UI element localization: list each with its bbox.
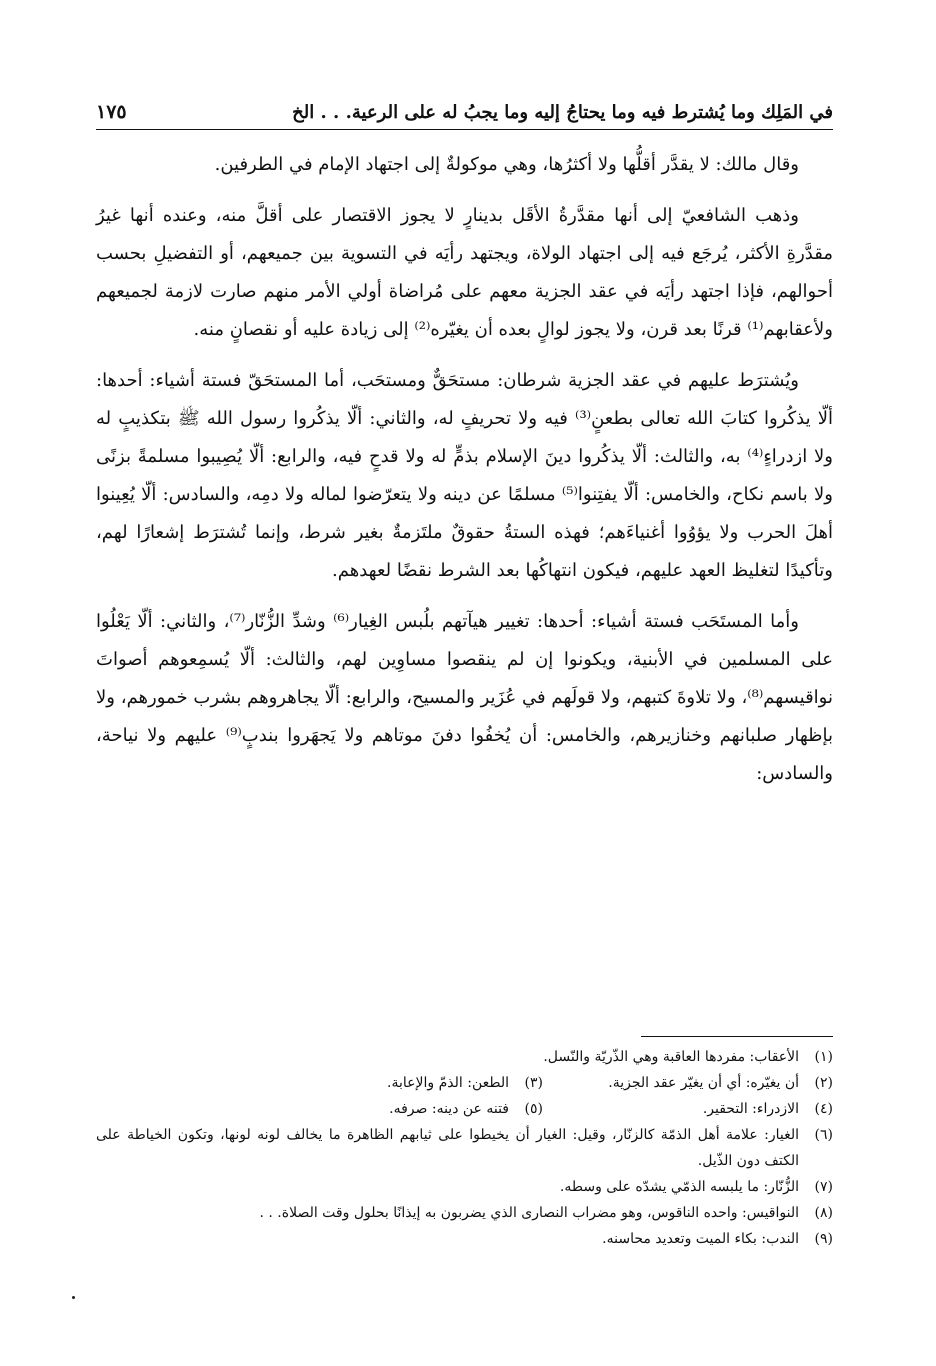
page-number: ١٧٥: [96, 101, 127, 123]
footnote-text: الندب: بكاء الميت وتعديد محاسنه.: [602, 1231, 799, 1247]
chapter-title: في المَلِك وما يُشترط فيه وما يحتاجُ إليه وما يجبُ له على الرعية. . . الخ: [292, 102, 833, 123]
footnote-number: (٣): [524, 1075, 543, 1091]
footnote-text: فتنه عن دينه: صرفه.: [389, 1101, 509, 1117]
footnote-2: [543, 1070, 833, 1096]
footnote-text: النواقيس: واحده الناقوس، وهو مضراب النصارى الذي يضربون به إيذانًا بحلول وقت الصلاة. . .: [259, 1205, 799, 1221]
footnote-text: أن يغيّره: أي أن يغيّر عقد الجزية.: [608, 1075, 799, 1091]
footnote-pair-2-3: [96, 1070, 833, 1096]
paragraph-3: ويُشترَط عليهم في عقد الجزية شرطان: مستحَقٌّ ومستحَب، أما المستحَقّ فستة أشياء: أحدها: ألّا يذكُروا كتابَ الله تعالى بطعنٍ⁽³⁾ فيه ولا تحريفٍ له، والثاني: ألّا يذكُروا رسول الله ﷺ بتكذيبٍ له ولا ازدراءٍ⁽⁴⁾ به، والثالث: ألّا يذكُروا دينَ الإسلام بذمٍّ له ولا قدحٍ فيه، والرابع: ألّا يُصِيبوا مسلمةً بزنًى ولا باسم نكاح، والخامس: ألّا يفتِنوا⁽⁵⁾ مسلمًا عن دينه ولا يتعرّضوا لماله ولا دمِه، والسادس: ألّا يُعِينوا أهلَ الحرب ولا يؤوُوا أغنياءَهم؛ فهذه الستةُ حقوقٌ ملتَزمةٌ بغير شرط، وإنما تُشترَط إشعارًا لهم، وتأكيدًا لتغليظ العهد عليهم، فيكون انتهاكُها بعد الشرط نقضًا لعهدهم.: [96, 370, 833, 581]
footnote-number: (١): [814, 1049, 833, 1065]
stray-ink-dot: [72, 1296, 75, 1299]
footnote-number: (٩): [814, 1231, 833, 1247]
main-text: [96, 146, 833, 806]
footnote-number: (٢): [814, 1075, 833, 1091]
running-header: [96, 90, 833, 130]
paragraph-2: وذهب الشافعيّ إلى أنها مقدَّرةُ الأقَل بدينارٍ لا يجوز الاقتصار على أقلَّ منه، وعنده أنها غيرُ مقدَّرةِ الأكثر، يُرجَع فيه إلى اجتهاد الولاة، ويجتهد رأيَه في التسوية بين جميعهم، أو التفضيلِ بحسب أحوالهم، فإذا اجتهد رأيَه في عقد الجزية معهم على مُراضاة أولي الأمر منهم صارت لازمة لجميعهم ولأعقابهم⁽¹⁾ قرنًا بعد قرن، ولا يجوز لوالٍ بعده أن يغيّره⁽²⁾ إلى زيادة عليه أو نقصانٍ منه.: [96, 205, 833, 340]
footnote-5: [389, 1096, 543, 1122]
footnote-9: [96, 1226, 833, 1252]
footnote-6: [96, 1122, 833, 1174]
footnote-pair-4-5: [96, 1096, 833, 1122]
footnote-text: الازدراء: التحقير.: [702, 1101, 799, 1117]
footnote-number: (٧): [814, 1179, 833, 1195]
footnote-text: الغيار: علامة أهل الذمّة كالزنّار، وقيل: الغيار أن يخيطوا على ثيابهم الظاهرة ما يخالف لونه لونها، وتكون الخياطة على الكتف دون الذّيل.: [96, 1127, 799, 1169]
footnote-1: [96, 1044, 833, 1070]
footnote-number: (٦): [814, 1127, 833, 1143]
footnote-3: [387, 1070, 543, 1096]
paragraph-4: وأما المستَحَب فستة أشياء: أحدها: تغيير هيآتهم بلُبس الغِيار⁽⁶⁾ وشدِّ الزُّنّار⁽⁷⁾، والثاني: ألّا يَعْلُوا على المسلمين في الأبنية، ويكونوا إن لم ينقصوا مساوِين لهم، والثالث: ألّا يُسمِعوهم أصواتَ نواقيسهم⁽⁸⁾، ولا تلاوةَ كتبهم، ولا قولَهم في عُزَير والمسيح، والرابع: ألّا يجاهروهم بشرب خمورهم، ولا بإظهار صلبانهم وخنازيرهم، والخامس: أن يُخفُوا دفنَ موتاهم ولا يَجهَروا بندبٍ⁽⁹⁾ عليهم ولا نياحة، والسادس:: [96, 611, 833, 784]
footnotes: [96, 1044, 833, 1252]
footnote-8: [96, 1200, 833, 1226]
footnote-text: الطعن: الذمّ والإعابة.: [387, 1075, 509, 1091]
paragraph-1: وقال مالك: لا يقدَّر أقلُّها ولا أكثرُها، وهي موكولةٌ إلى اجتهاد الإمام في الطرفين.: [214, 154, 799, 175]
footnote-number: (٥): [524, 1101, 543, 1117]
footnote-number: (٤): [814, 1101, 833, 1117]
footnote-text: الأعقاب: مفردها العاقبة وهي الذّريّة والنّسل.: [543, 1049, 799, 1065]
footnote-4: [543, 1096, 833, 1122]
footnote-7: [96, 1174, 833, 1200]
footnote-number: (٨): [814, 1205, 833, 1221]
footnote-separator: [641, 1036, 833, 1037]
footnote-text: الزُّنّار: ما يلبسه الذمّي يشدّه على وسطه.: [559, 1179, 799, 1195]
